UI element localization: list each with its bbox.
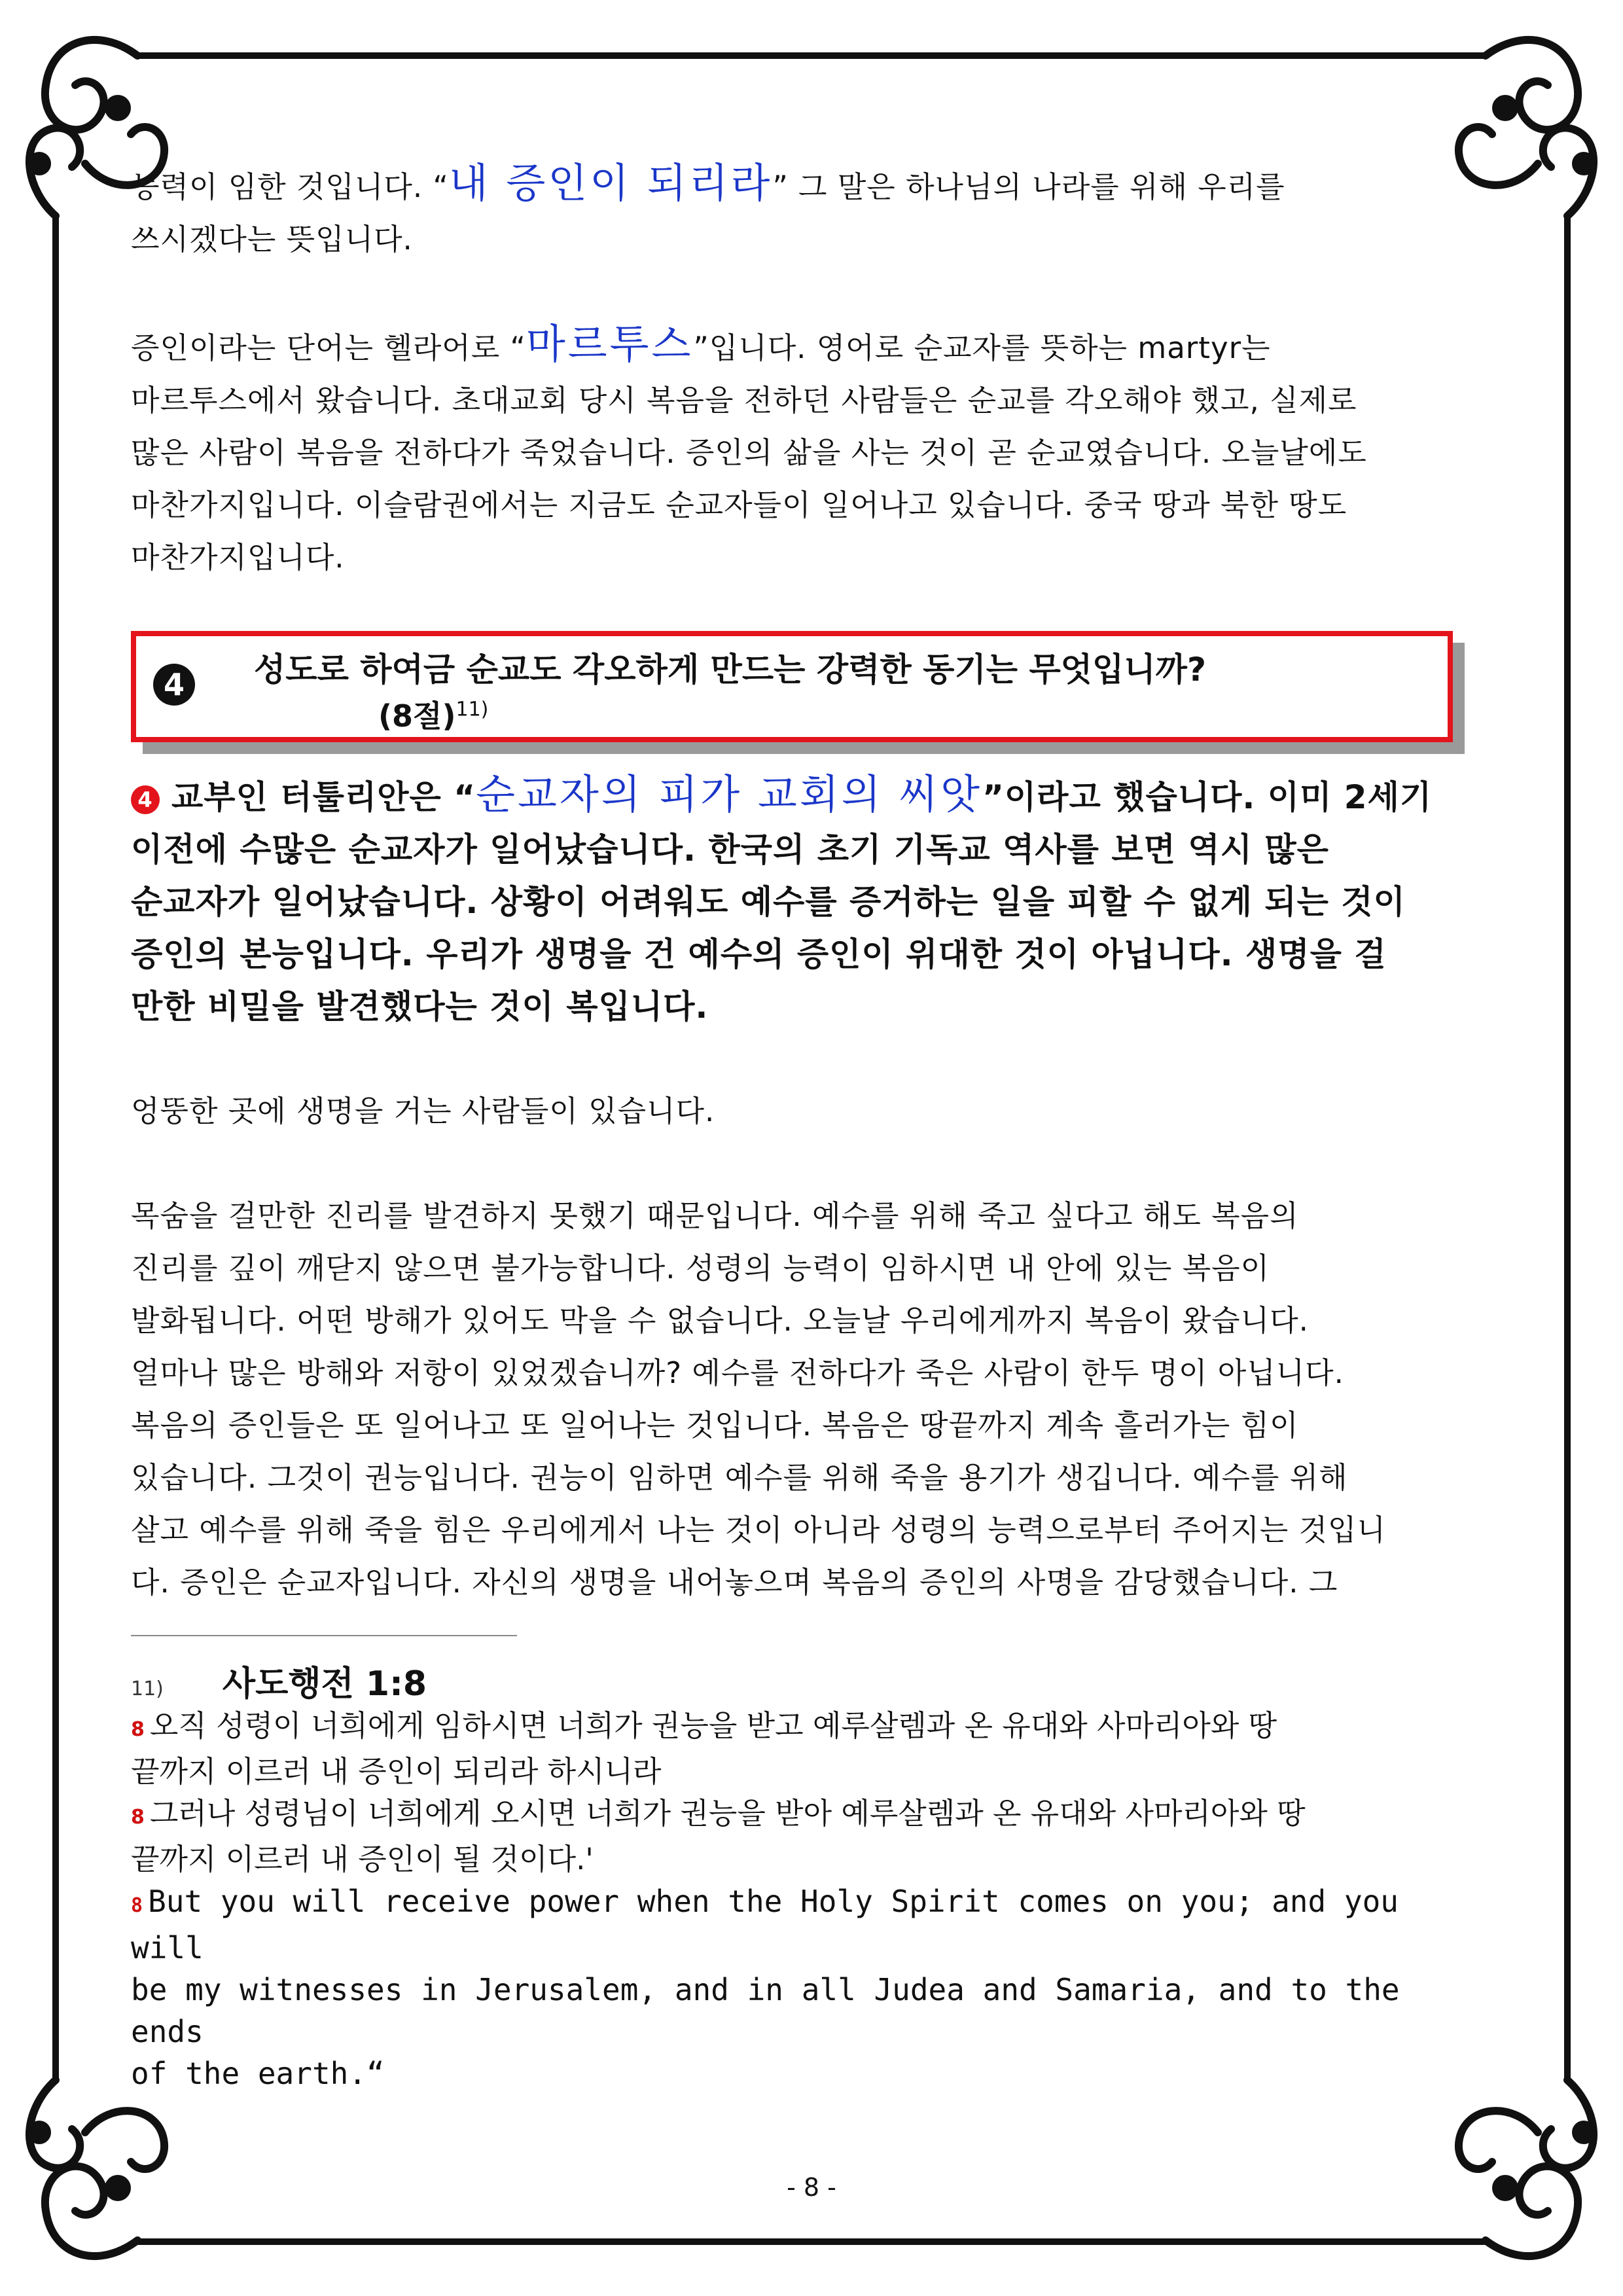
paragraph-2-line: 마찬가지입니다. 이슬람권에서는 지금도 순교자들이 일어나고 있습니다. 중국 땅과 북한 땅도 bbox=[131, 488, 1347, 522]
verse-ref: (8절) bbox=[378, 698, 456, 734]
paragraph-2-line: 마르투스에서 왔습니다. 초대교회 당시 복음을 전하던 사람들은 순교를 각오해야 했고, 실제로 bbox=[131, 383, 1357, 418]
paragraph-4-line: 복음의 증인들은 또 일어나고 또 일어나는 것입니다. 복음은 땅끝까지 계속 흘러가는 힘이 bbox=[131, 1408, 1299, 1443]
page-number: - 8 - bbox=[787, 2173, 836, 2202]
footnote-verse-3-cont: of the earth.“ bbox=[131, 2056, 385, 2091]
footnote-verse-2-cont: 끝까지 이르러 내 증인이 될 것이다.' bbox=[131, 1842, 594, 1876]
footnote-verse-3 bbox=[131, 1880, 1479, 1969]
flourish-bottom-left bbox=[29, 2080, 164, 2256]
text: 그러나 성령님이 너희에게 오시면 너희가 권능을 받아 예루살렘과 온 유대와 사마리아와 땅 bbox=[149, 1796, 1306, 1831]
verse-number: 8 bbox=[131, 1806, 145, 1829]
paragraph-4-line: 얼마나 많은 방해와 저항이 있었겠습니까? 예수를 전하다가 죽은 사람이 한두 명이 아닙니다. bbox=[131, 1355, 1344, 1390]
paragraph-4-line: 목숨을 걸만한 진리를 발견하지 못했기 때문입니다. 예수를 위해 죽고 싶다고 해도 복음의 bbox=[131, 1198, 1299, 1233]
paragraph-4-line: 발화됩니다. 어떤 방해가 있어도 막을 수 없습니다. 오늘날 우리에게까지 복음이 왔습니다. bbox=[131, 1303, 1309, 1338]
paragraph-1 bbox=[131, 157, 1479, 213]
page-content bbox=[131, 157, 1479, 2094]
flourish-bottom-right bbox=[1459, 2080, 1594, 2256]
footnote-verse-2 bbox=[131, 1793, 1479, 1839]
footnote-title: 사도행전 1:8 bbox=[222, 1664, 427, 1704]
footnote-verse-1-cont: 끝까지 이르러 내 증인이 되리라 하시니라 bbox=[131, 1754, 662, 1789]
answer-line: 만한 비밀을 발견했다는 것이 복입니다. bbox=[131, 988, 709, 1026]
answer-line: 이전에 수많은 순교자가 일어났습니다. 한국의 초기 기독교 역사를 보면 역시 많은 bbox=[131, 831, 1329, 869]
footnote-heading bbox=[131, 1656, 1479, 1705]
verse-number: 8 bbox=[131, 1718, 145, 1741]
answer-number-badge: 4 bbox=[131, 785, 160, 814]
paragraph-4-line: 있습니다. 그것이 권능입니다. 권능이 임하면 예수를 위해 죽을 용기가 생깁니다. 예수를 위해 bbox=[131, 1460, 1348, 1495]
verse-number: 8 bbox=[131, 1894, 143, 1917]
paragraph-1-cont: 쓰시겠다는 뜻입니다. bbox=[131, 222, 413, 257]
footnote-mark: 11) bbox=[131, 1677, 164, 1700]
paragraph-4-line: 살고 예수를 위해 죽을 힘은 우리에게서 나는 것이 아니라 성령의 능력으로부터 주어지는 것입니 bbox=[131, 1513, 1386, 1547]
question-text: 성도로 하여금 순교도 각오하게 만드는 강력한 동기는 무엇입니까? bbox=[254, 651, 1206, 689]
footnote-mark: 11) bbox=[455, 698, 489, 721]
paragraph-3: 엉뚱한 곳에 생명을 거는 사람들이 있습니다. bbox=[131, 1094, 715, 1128]
answer-line: 순교자가 일어났습니다. 상황이 어려워도 예수를 증거하는 일을 피할 수 없게 되는 것이 bbox=[131, 883, 1406, 921]
paragraph-2-line: 많은 사람이 복음을 전하다가 죽었습니다. 증인의 삶을 사는 것이 곧 순교였습니다. 오늘날에도 bbox=[131, 435, 1367, 470]
text: 오직 성령이 너희에게 임하시면 너희가 권능을 받고 예루살렘과 온 유대와 사마리아와 땅 bbox=[149, 1708, 1277, 1743]
text: 증인이라는 단어는 헬라어로 “ bbox=[131, 331, 526, 365]
footnote-verse-3-cont: be my witnesses in Jerusalem, and in all Judea and Samaria, and to the ends bbox=[131, 1972, 1400, 2049]
footnote-divider bbox=[131, 1635, 517, 1636]
quote-tertullian: 순교자의 피가 교회의 씨앗 bbox=[476, 770, 983, 818]
question-box-inner bbox=[131, 631, 1453, 742]
question-reference bbox=[378, 692, 488, 736]
text: ”이라고 했습니다. 이미 2세기 bbox=[982, 778, 1433, 816]
paragraph-2-line: 마찬가지입니다. bbox=[131, 540, 345, 575]
paragraph-2 bbox=[131, 318, 1479, 374]
footnote-verse-1 bbox=[131, 1705, 1479, 1751]
answer-line-1 bbox=[131, 768, 1479, 823]
text: ”입니다. 영어로 순교자를 뜻하는 martyr는 bbox=[693, 331, 1271, 365]
quote-witness: 내 증인이 되리라 bbox=[448, 159, 773, 207]
text: But you will receive power when the Holy Spirit comes on you; and you will bbox=[131, 1884, 1399, 1965]
answer-line: 증인의 본능입니다. 우리가 생명을 건 예수의 증인이 위대한 것이 아닙니다. 생명을 걸 bbox=[131, 935, 1387, 973]
question-number-badge: 4 bbox=[153, 664, 195, 706]
paragraph-4-line: 다. 증인은 순교자입니다. 자신의 생명을 내어놓으며 복음의 증인의 사명을 감당했습니다. 그 bbox=[131, 1565, 1338, 1600]
question-box bbox=[131, 631, 1453, 742]
text: 교부인 터툴리안은 “ bbox=[171, 778, 476, 816]
text: 능력이 임한 것입니다. “ bbox=[131, 170, 449, 204]
paragraph-4-line: 진리를 깊이 깨닫지 않으면 불가능합니다. 성령의 능력이 임하시면 내 안에 있는 복음이 bbox=[131, 1251, 1270, 1285]
quote-martus: 마르투스 bbox=[526, 320, 694, 368]
text: ” 그 말은 하나님의 나라를 위해 우리를 bbox=[772, 170, 1285, 204]
